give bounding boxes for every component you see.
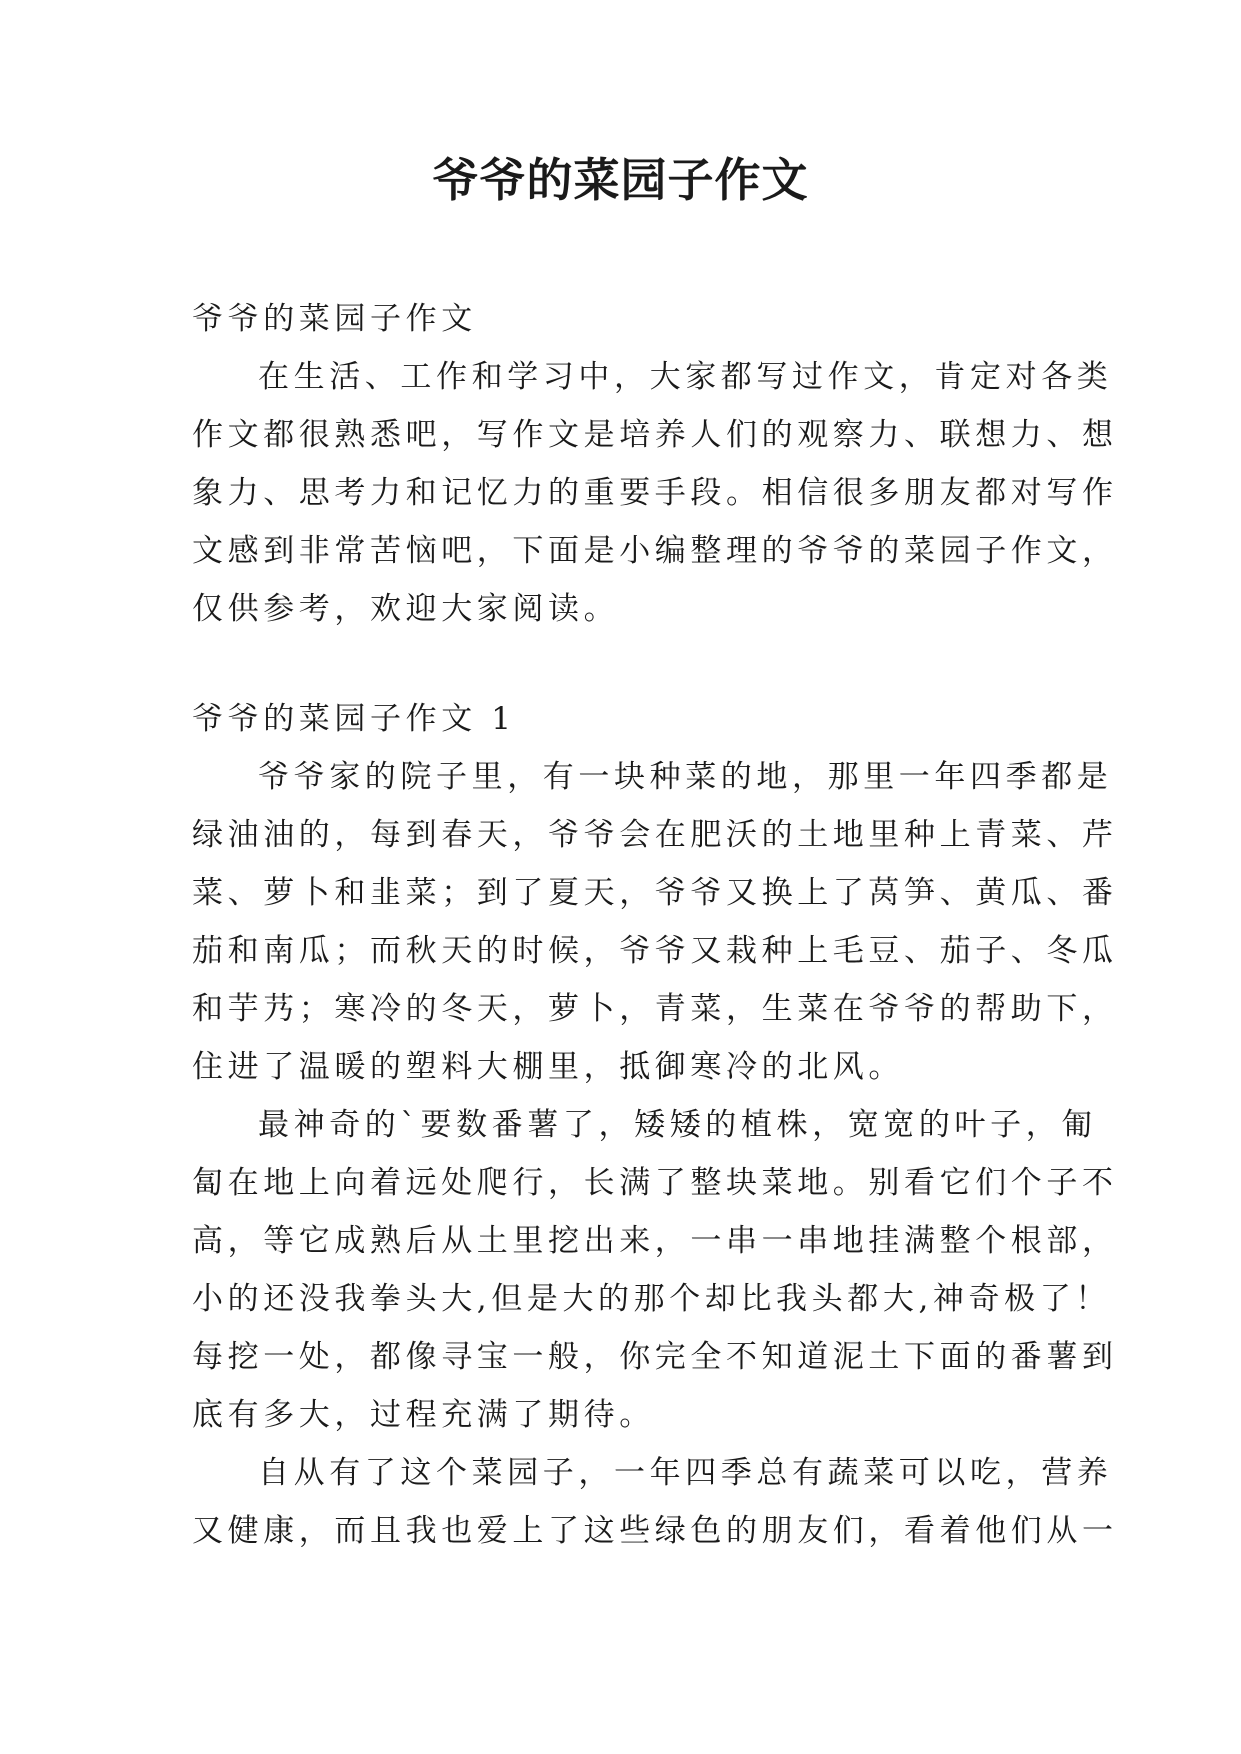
intro-heading: 爷爷的菜园子作文 xyxy=(192,301,477,337)
paragraph-2 xyxy=(192,1096,1118,1444)
document-title: 爷爷的菜园子作文 xyxy=(432,153,809,207)
paragraph-line: 绿油油的，每到春天，爷爷会在肥沃的土地里种上青菜、芹 xyxy=(192,817,1118,853)
paragraph-line: 爷爷家的院子里，有一块种菜的地，那里一年四季都是 xyxy=(258,759,1113,795)
paragraph-line: 匐在地上向着远处爬行，长满了整块菜地。别看它们个子不 xyxy=(192,1165,1118,1201)
paragraph-3 xyxy=(192,1444,1118,1560)
paragraph-line: 象力、思考力和记忆力的重要手段。相信很多朋友都对写作 xyxy=(192,475,1118,511)
paragraph-line: 在生活、工作和学习中，大家都写过作文，肯定对各类 xyxy=(258,359,1113,395)
intro-paragraph xyxy=(192,348,1118,638)
paragraph-1 xyxy=(192,748,1118,1096)
paragraph-line: 和芋艿；寒冷的冬天，萝卜，青菜，生菜在爷爷的帮助下， xyxy=(192,991,1118,1027)
paragraph-line: 文感到非常苦恼吧，下面是小编整理的爷爷的菜园子作文， xyxy=(192,533,1118,569)
paragraph-line: 最神奇的`要数番薯了，矮矮的植株，宽宽的叶子，匍 xyxy=(258,1107,1097,1143)
paragraph-line: 每挖一处，都像寻宝一般，你完全不知道泥土下面的番薯到 xyxy=(192,1339,1118,1375)
paragraph-line: 自从有了这个菜园子，一年四季总有蔬菜可以吃，营养 xyxy=(258,1455,1113,1491)
paragraph-line: 高，等它成熟后从土里挖出来，一串一串地挂满整个根部， xyxy=(192,1223,1118,1259)
paragraph-line: 茄和南瓜；而秋天的时候，爷爷又栽种上毛豆、茄子、冬瓜 xyxy=(192,933,1118,969)
paragraph-line: 仅供参考，欢迎大家阅读。 xyxy=(192,591,620,627)
paragraph-line: 住进了温暖的塑料大棚里，抵御寒冷的北风。 xyxy=(192,1049,904,1085)
paragraph-line: 作文都很熟悉吧，写作文是培养人们的观察力、联想力、想 xyxy=(192,417,1118,453)
section-heading: 爷爷的菜园子作文 1 xyxy=(192,701,516,737)
paragraph-line: 小的还没我拳头大,但是大的那个却比我头都大,神奇极了！ xyxy=(192,1281,1111,1317)
paragraph-line: 又健康，而且我也爱上了这些绿色的朋友们，看着他们从一 xyxy=(192,1513,1118,1549)
document-body xyxy=(192,290,1118,1560)
section-spacer xyxy=(192,638,1062,690)
paragraph-line: 菜、萝卜和韭菜；到了夏天，爷爷又换上了莴笋、黄瓜、番 xyxy=(192,875,1118,911)
paragraph-line: 底有多大，过程充满了期待。 xyxy=(192,1397,655,1433)
